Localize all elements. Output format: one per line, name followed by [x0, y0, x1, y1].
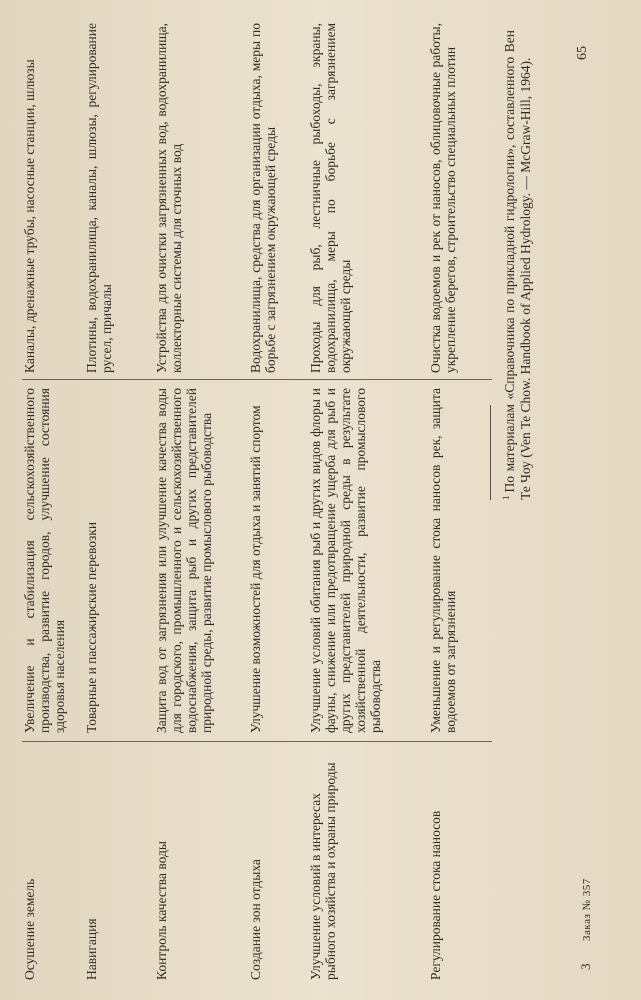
column-divider-2	[22, 379, 492, 380]
footnote-text: По материалам «Справочника по прикладной гидрологии», составленного Вен Те Чоу (Ven Te Chow. Handbook of Applied Hydrology. — McGraw-Hill, 1964).	[502, 30, 533, 500]
purpose-cell: Улучшение условий в интересах рыбного хозяйства и охраны природы	[308, 762, 338, 980]
structures-cell: Плотины, водохранилища, каналы, шлюзы, регулирование русел, причалы	[84, 23, 114, 373]
water-management-table	[22, 20, 492, 980]
structures-cell: Устройства для очистки загрязненных вод, водохранилища, коллекторные системы для сточных вод	[154, 23, 184, 373]
signature-number: 3	[578, 963, 593, 970]
footnote-rule	[490, 405, 491, 500]
structures-cell: Очистка водоемов и рек от наносов, облицовочные работы, укрепление берегов, строительство специальных плотин	[428, 23, 458, 373]
benefit-cell: Улучшение возможностей для отдыха и занятий спортом	[248, 405, 263, 733]
footnote-mark: 1	[501, 495, 511, 500]
benefit-cell: Улучшение условий обитания рыб и других видов флоры и фауны, снижение или предотвращение ущерба для рыб и других представителей природной среды в результате хозяйственной деятельности, развитие промыслового рыбоводства	[308, 388, 383, 733]
purpose-cell: Навигация	[84, 918, 99, 980]
benefit-cell: Защита вод от загрязнения или улучшение качества воды для городского, промышленного и сельскохозяйственного водоснабжения, защита рыб и других представителей природной среды, развитие промыслового рыбоводства	[154, 388, 214, 733]
benefit-cell: Уменьшение и регулирование стока наносов рек, защита водоемов от загрязнения	[428, 388, 458, 733]
structures-cell: Каналы, дренажные трубы, насосные станции, шлюзы	[22, 59, 37, 373]
purpose-cell: Осушение земель	[22, 878, 37, 980]
column-divider-1	[22, 741, 492, 742]
footnote	[498, 30, 534, 500]
purpose-cell: Контроль качества воды	[154, 841, 169, 980]
page-number: 65	[575, 46, 590, 60]
structures-cell: Проходы для рыб, лестничные рыбоходы, экраны, водохранилища, меры по борьбе с загрязнением окружающей среды	[308, 23, 353, 373]
purpose-cell: Создание зон отдыха	[248, 859, 263, 980]
printer-signature	[578, 878, 594, 970]
order-number: Заказ № 357	[581, 878, 593, 941]
purpose-cell: Регулирование стока наносов	[428, 810, 443, 980]
benefit-cell: Товарные и пассажирские перевозки	[84, 521, 99, 733]
structures-cell: Водохранилища, средства для организации отдыха, меры по борьбе с загрязнением окружающей среды	[248, 23, 278, 373]
benefit-cell: Увеличение и стабилизация сельскохозяйственного производства, развитие городов, улучшение состояния здоровья населения	[22, 388, 67, 733]
